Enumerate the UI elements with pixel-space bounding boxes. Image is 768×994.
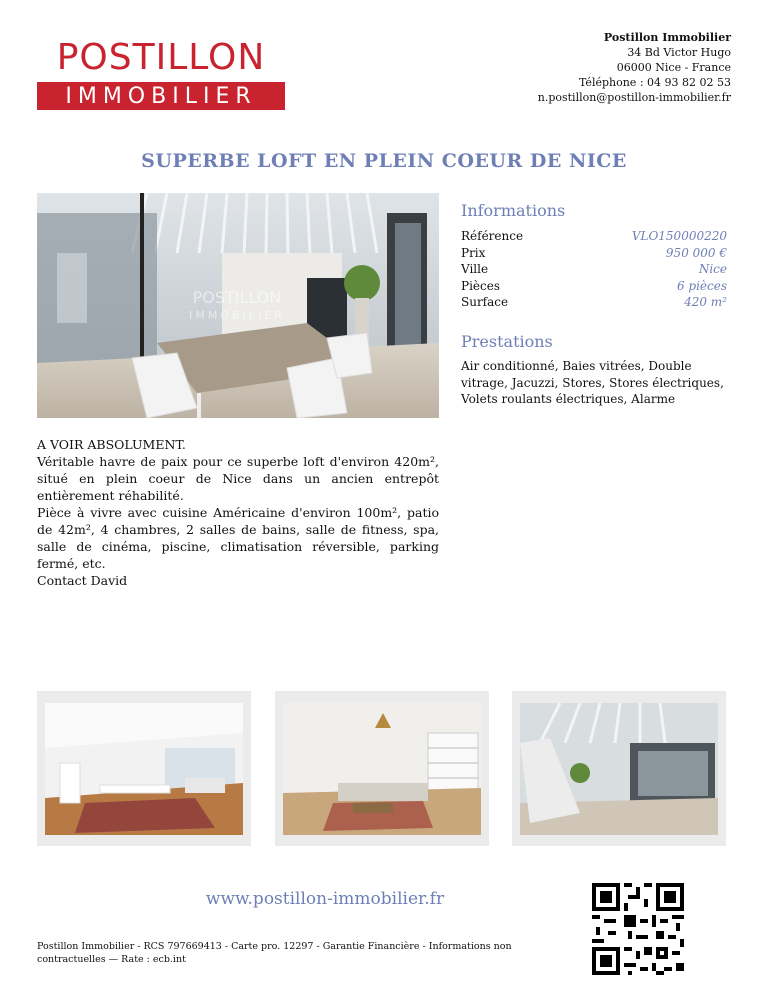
- thumbnail-living-room: [275, 691, 489, 846]
- info-row-surface: [461, 294, 727, 311]
- watermark-text: POSTILLON: [192, 288, 282, 307]
- description-contact: Contact David: [37, 573, 128, 588]
- agency-phone: Téléphone : 04 93 82 02 53: [578, 76, 731, 89]
- agency-contact: [538, 30, 731, 105]
- info-row-rooms: [461, 278, 727, 295]
- info-row-price: [461, 245, 727, 262]
- legal-notice: Postillon Immobilier - RCS 797669413 - Carte pro. 12297 - Garantie Financière - Informations non contractuelles — Rate : ecb.int: [37, 941, 512, 965]
- watermark-text-2: IMMOBILIER: [189, 309, 285, 322]
- prestations-list: Air conditionné, Baies vitrées, Double vitrage, Jacuzzi, Stores, Stores électriques, Volets roulants électriques, Alarme: [461, 359, 724, 406]
- website-link[interactable]: www.postillon-immobilier.fr: [205, 889, 445, 909]
- qr-code-icon: [592, 883, 684, 975]
- agency-name: Postillon Immobilier: [603, 31, 731, 44]
- info-label: Pièces: [461, 278, 500, 293]
- info-label: Prix: [461, 245, 486, 260]
- description-paragraph: Pièce à vivre avec cuisine Américaine d'environ 100m², patio de 42m², 4 chambres, 2 salles de bains, salle de fitness, spa, salle de cinéma, piscine, climatisation réversible, parking fermé, etc.: [37, 505, 439, 571]
- info-row-reference: [461, 228, 727, 245]
- info-value: 6 pièces: [676, 278, 727, 293]
- logo-wordmark-bottom: IMMOBILIER: [37, 82, 285, 110]
- info-value: Nice: [698, 262, 727, 276]
- info-value: VLO150000220: [631, 229, 727, 243]
- informations-heading: Informations: [461, 201, 566, 220]
- info-label: Surface: [461, 295, 509, 309]
- agency-address-line2: 06000 Nice - France: [616, 61, 731, 74]
- info-value: 420 m²: [684, 295, 727, 309]
- thumbnail-dining-room: [37, 691, 251, 846]
- main-photo-terrace: [37, 193, 439, 418]
- agency-email: n.postillon@postillon-immobilier.fr: [537, 91, 731, 104]
- info-row-city: [461, 261, 727, 278]
- description-line: A VOIR ABSOLUMENT.: [37, 437, 186, 452]
- info-value: 950 000 €: [665, 245, 727, 260]
- description-paragraph: Véritable havre de paix pour ce superbe loft d'environ 420m², situé en plein coeur de Nice dans un ancien entrepôt entièrement réhabilité.: [37, 454, 439, 503]
- info-label: Ville: [461, 262, 489, 276]
- agency-address-line1: 34 Bd Victor Hugo: [627, 46, 731, 59]
- thumbnail-patio: [512, 691, 726, 846]
- informations-table: [461, 228, 727, 311]
- logo-wordmark-top: POSTILLON: [56, 36, 266, 78]
- info-label: Référence: [461, 229, 524, 243]
- listing-description: [37, 436, 439, 589]
- listing-title: SUPERBE LOFT EN PLEIN COEUR DE NICE: [141, 150, 627, 172]
- prestations-heading: Prestations: [461, 332, 553, 351]
